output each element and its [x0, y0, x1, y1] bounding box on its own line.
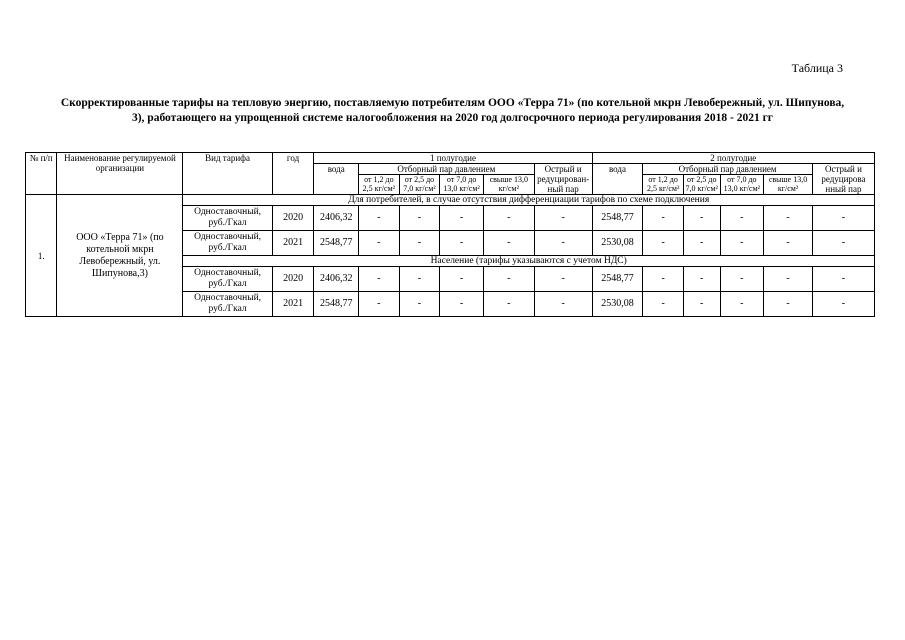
header-p3-2: от 7,0 до 13,0 кг/см²	[720, 175, 764, 195]
dash-cell: -	[812, 206, 874, 231]
section-label: Для потребителей, в случае отсутствия дифференциации тарифов по схеме подключения	[183, 195, 875, 206]
dash-cell: -	[720, 206, 764, 231]
water-h2: 2548,77	[592, 206, 643, 231]
document-title: Скорректированные тарифы на тепловую энергию, поставляемую потребителям ООО «Терра 71» (по котельной мкрн Левобережный, ул. Шипунова, 3), работающего на упрощенной системе налогообложения на 2020 год долгосрочного периода регулирования 2018 - 2021 гг	[60, 97, 845, 124]
year-cell: 2021	[272, 231, 314, 256]
year-cell: 2020	[272, 267, 314, 292]
header-org: Наименование регулируемой организации	[57, 153, 183, 195]
dash-cell: -	[683, 206, 720, 231]
tariff-kind: Одноставочный, руб./Гкал	[183, 292, 272, 317]
dash-cell: -	[359, 267, 400, 292]
dash-cell: -	[683, 292, 720, 317]
water-h2: 2548,77	[592, 267, 643, 292]
tariff-kind: Одноставочный, руб./Гкал	[183, 231, 272, 256]
dash-cell: -	[399, 267, 440, 292]
dash-cell: -	[720, 267, 764, 292]
dash-cell: -	[812, 292, 874, 317]
water-h2: 2530,08	[592, 292, 643, 317]
header-half-2: 2 полугодие	[592, 153, 874, 164]
dash-cell: -	[483, 231, 534, 256]
header-kind: Вид тарифа	[183, 153, 272, 195]
header-num: № п/п	[26, 153, 57, 195]
dash-cell: -	[534, 206, 592, 231]
dash-cell: -	[764, 206, 813, 231]
year-cell: 2020	[272, 206, 314, 231]
dash-cell: -	[483, 206, 534, 231]
dash-cell: -	[399, 206, 440, 231]
row-number: 1.	[26, 195, 57, 317]
dash-cell: -	[812, 231, 874, 256]
section-label: Население (тарифы указываются с учетом НДС)	[183, 256, 875, 267]
dash-cell: -	[812, 267, 874, 292]
dash-cell: -	[359, 206, 400, 231]
header-half-1: 1 полугодие	[314, 153, 592, 164]
water-h1: 2406,32	[314, 206, 359, 231]
dash-cell: -	[764, 267, 813, 292]
year-cell: 2021	[272, 292, 314, 317]
dash-cell: -	[683, 267, 720, 292]
header-water-1: вода	[314, 164, 359, 195]
dash-cell: -	[683, 231, 720, 256]
header-p1-1: от 1,2 до 2,5 кг/см²	[359, 175, 400, 195]
dash-cell: -	[643, 231, 684, 256]
org-name: ООО «Терра 71» (по котельной мкрн Левобережный, ул. Шипунова,3)	[57, 195, 183, 317]
header-p2-2: от 2,5 до 7,0 кг/см²	[683, 175, 720, 195]
dash-cell: -	[399, 231, 440, 256]
water-h2: 2530,08	[592, 231, 643, 256]
dash-cell: -	[643, 206, 684, 231]
section-row	[26, 195, 875, 206]
header-p3-1: от 7,0 до 13,0 кг/см²	[440, 175, 484, 195]
dash-cell: -	[440, 267, 484, 292]
header-sharp-2: Острый и редуцирова нный пар	[812, 164, 874, 195]
header-steam-2: Отборный пар давлением	[643, 164, 813, 175]
tariff-kind: Одноставочный, руб./Гкал	[183, 267, 272, 292]
dash-cell: -	[720, 231, 764, 256]
header-sharp-1: Острый и редуцированный пар	[534, 164, 592, 195]
header-p4-2: свыше 13,0 кг/см²	[764, 175, 813, 195]
dash-cell: -	[643, 267, 684, 292]
dash-cell: -	[483, 267, 534, 292]
dash-cell: -	[643, 292, 684, 317]
water-h1: 2406,32	[314, 267, 359, 292]
tariff-table	[25, 152, 875, 317]
dash-cell: -	[764, 231, 813, 256]
header-year: год	[272, 153, 314, 195]
header-row-1	[26, 153, 875, 164]
water-h1: 2548,77	[314, 292, 359, 317]
dash-cell: -	[399, 292, 440, 317]
table-number: Таблица 3	[791, 61, 843, 75]
tariff-kind: Одноставочный, руб./Гкал	[183, 206, 272, 231]
header-p2-1: от 2,5 до 7,0 кг/см²	[399, 175, 440, 195]
dash-cell: -	[720, 292, 764, 317]
header-p4-1: свыше 13,0 кг/см²	[483, 175, 534, 195]
dash-cell: -	[440, 206, 484, 231]
dash-cell: -	[483, 292, 534, 317]
dash-cell: -	[534, 267, 592, 292]
header-water-2: вода	[592, 164, 643, 195]
dash-cell: -	[359, 292, 400, 317]
header-steam-1: Отборный пар давлением	[359, 164, 535, 175]
dash-cell: -	[534, 231, 592, 256]
dash-cell: -	[534, 292, 592, 317]
dash-cell: -	[440, 292, 484, 317]
header-p1-2: от 1,2 до 2,5 кг/см²	[643, 175, 684, 195]
water-h1: 2548,77	[314, 231, 359, 256]
dash-cell: -	[440, 231, 484, 256]
dash-cell: -	[764, 292, 813, 317]
dash-cell: -	[359, 231, 400, 256]
